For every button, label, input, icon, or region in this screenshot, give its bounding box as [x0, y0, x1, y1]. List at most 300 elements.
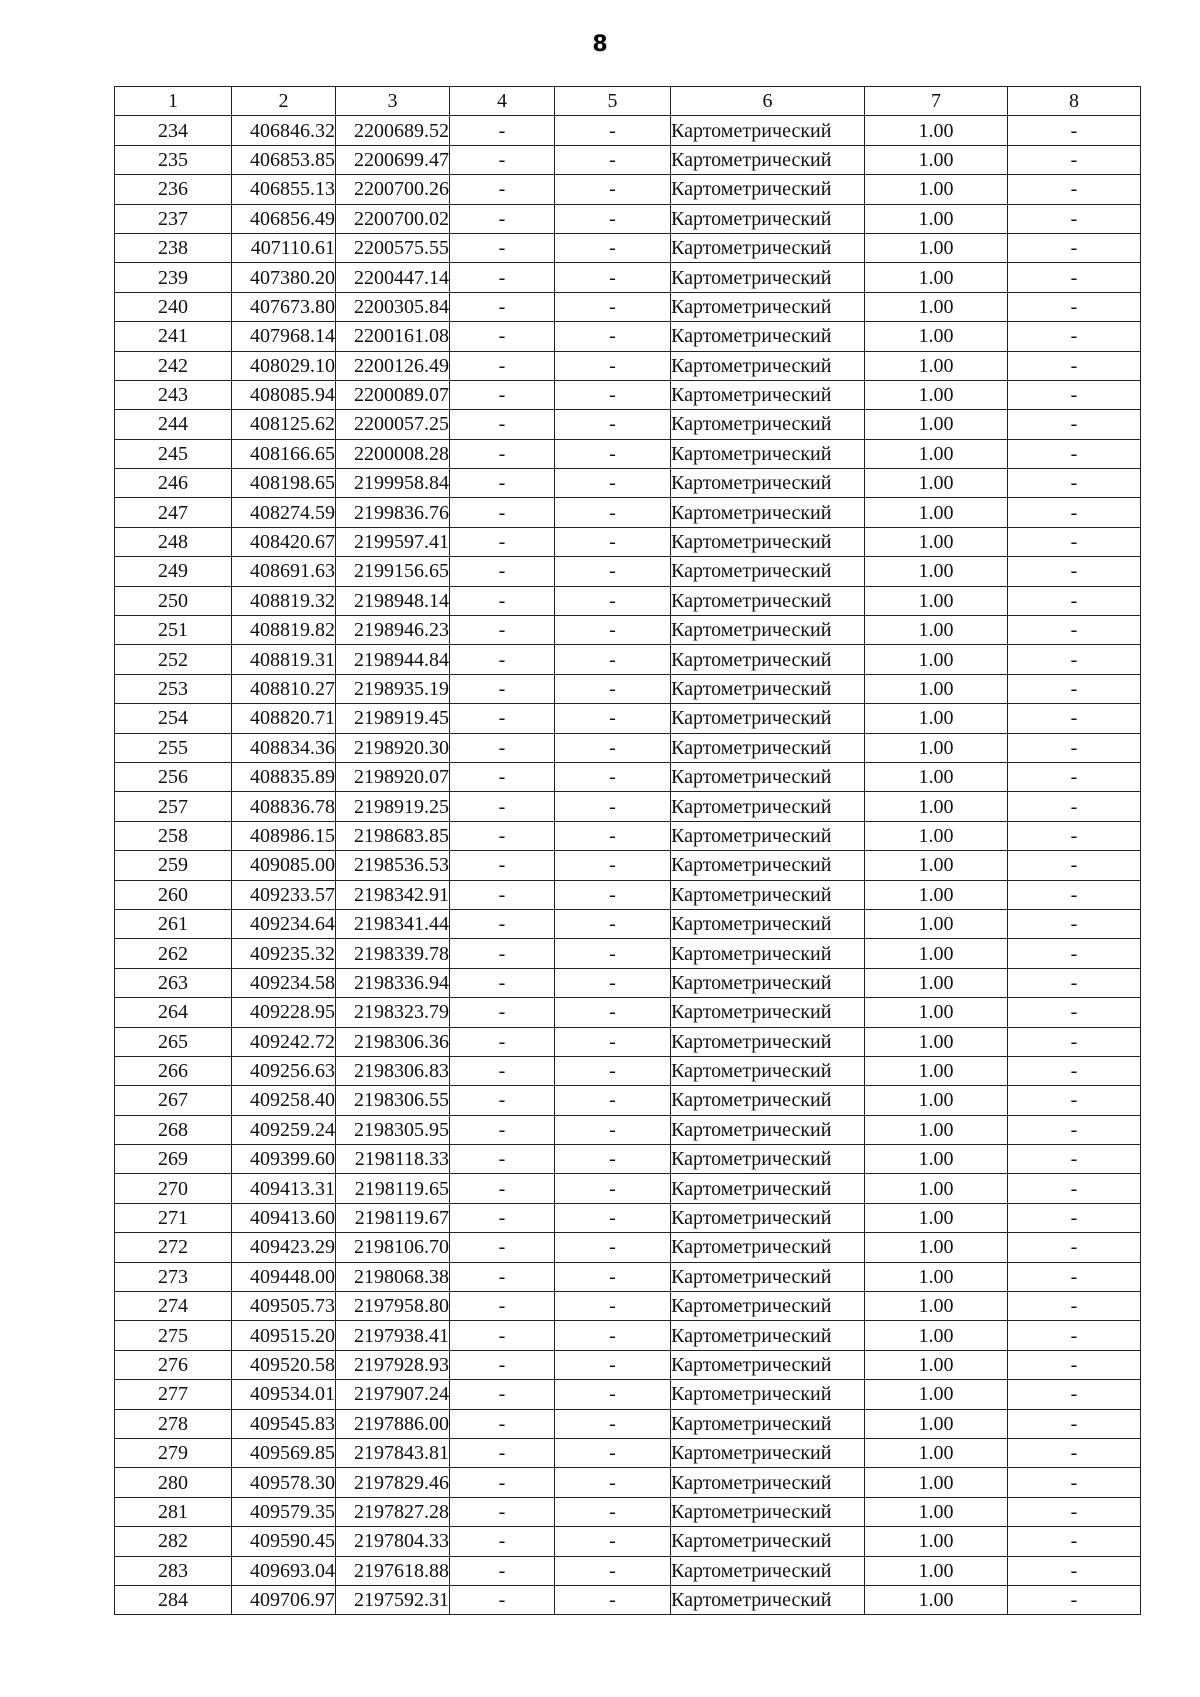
x-coordinate-cell: 409413.31	[232, 1174, 336, 1203]
method-cell: Картометрический	[671, 1115, 865, 1144]
table-row	[115, 704, 1141, 733]
accuracy-cell: 1.00	[865, 968, 1008, 997]
y-coordinate-cell: 2198323.79	[336, 998, 450, 1027]
table-row	[115, 733, 1141, 762]
method-cell: Картометрический	[671, 292, 865, 321]
x-coordinate-cell: 409520.58	[232, 1350, 336, 1379]
column-8-cell: -	[1008, 880, 1141, 909]
table-row	[115, 204, 1141, 233]
accuracy-cell: 1.00	[865, 792, 1008, 821]
column-4-cell: -	[450, 1468, 555, 1497]
x-coordinate-cell: 408986.15	[232, 821, 336, 850]
table-row	[115, 1409, 1141, 1438]
column-header: 4	[450, 87, 555, 116]
method-cell: Картометрический	[671, 968, 865, 997]
y-coordinate-cell: 2200089.07	[336, 380, 450, 409]
point-number-cell: 271	[115, 1203, 232, 1232]
method-cell: Картометрический	[671, 1056, 865, 1085]
x-coordinate-cell: 408836.78	[232, 792, 336, 821]
column-4-cell: -	[450, 1292, 555, 1321]
y-coordinate-cell: 2197827.28	[336, 1497, 450, 1526]
column-5-cell: -	[555, 733, 671, 762]
column-8-cell: -	[1008, 1056, 1141, 1085]
y-coordinate-cell: 2198306.55	[336, 1086, 450, 1115]
method-cell: Картометрический	[671, 616, 865, 645]
column-4-cell: -	[450, 1585, 555, 1614]
accuracy-cell: 1.00	[865, 498, 1008, 527]
column-5-cell: -	[555, 527, 671, 556]
y-coordinate-cell: 2198935.19	[336, 674, 450, 703]
table-row	[115, 998, 1141, 1027]
point-number-cell: 264	[115, 998, 232, 1027]
accuracy-cell: 1.00	[865, 909, 1008, 938]
method-cell: Картометрический	[671, 704, 865, 733]
column-5-cell: -	[555, 880, 671, 909]
y-coordinate-cell: 2200700.26	[336, 175, 450, 204]
column-5-cell: -	[555, 1585, 671, 1614]
column-8-cell: -	[1008, 851, 1141, 880]
column-5-cell: -	[555, 1468, 671, 1497]
x-coordinate-cell: 409423.29	[232, 1233, 336, 1262]
point-number-cell: 254	[115, 704, 232, 733]
table-row	[115, 498, 1141, 527]
y-coordinate-cell: 2198119.65	[336, 1174, 450, 1203]
accuracy-cell: 1.00	[865, 204, 1008, 233]
x-coordinate-cell: 408834.36	[232, 733, 336, 762]
column-5-cell: -	[555, 1086, 671, 1115]
accuracy-cell: 1.00	[865, 469, 1008, 498]
column-5-cell: -	[555, 175, 671, 204]
point-number-cell: 234	[115, 116, 232, 145]
accuracy-cell: 1.00	[865, 380, 1008, 409]
y-coordinate-cell: 2198944.84	[336, 645, 450, 674]
x-coordinate-cell: 409234.58	[232, 968, 336, 997]
point-number-cell: 270	[115, 1174, 232, 1203]
table-row	[115, 1585, 1141, 1614]
table-row	[115, 557, 1141, 586]
column-4-cell: -	[450, 1380, 555, 1409]
table-row	[115, 1145, 1141, 1174]
column-5-cell: -	[555, 762, 671, 791]
y-coordinate-cell: 2197829.46	[336, 1468, 450, 1497]
column-8-cell: -	[1008, 586, 1141, 615]
table-row	[115, 880, 1141, 909]
method-cell: Картометрический	[671, 145, 865, 174]
column-8-cell: -	[1008, 1350, 1141, 1379]
table-row	[115, 439, 1141, 468]
column-8-cell: -	[1008, 1292, 1141, 1321]
column-header: 5	[555, 87, 671, 116]
accuracy-cell: 1.00	[865, 1056, 1008, 1085]
x-coordinate-cell: 409235.32	[232, 939, 336, 968]
table-row	[115, 1056, 1141, 1085]
method-cell: Картометрический	[671, 674, 865, 703]
table-row	[115, 233, 1141, 262]
method-cell: Картометрический	[671, 792, 865, 821]
table-row	[115, 1497, 1141, 1526]
table-row	[115, 1027, 1141, 1056]
accuracy-cell: 1.00	[865, 645, 1008, 674]
column-4-cell: -	[450, 410, 555, 439]
method-cell: Картометрический	[671, 939, 865, 968]
x-coordinate-cell: 408085.94	[232, 380, 336, 409]
method-cell: Картометрический	[671, 233, 865, 262]
y-coordinate-cell: 2200161.08	[336, 322, 450, 351]
table-row	[115, 616, 1141, 645]
method-cell: Картометрический	[671, 380, 865, 409]
method-cell: Картометрический	[671, 733, 865, 762]
column-8-cell: -	[1008, 1203, 1141, 1232]
column-5-cell: -	[555, 292, 671, 321]
column-4-cell: -	[450, 1527, 555, 1556]
point-number-cell: 269	[115, 1145, 232, 1174]
column-4-cell: -	[450, 1203, 555, 1232]
column-8-cell: -	[1008, 1409, 1141, 1438]
accuracy-cell: 1.00	[865, 821, 1008, 850]
table-row	[115, 1438, 1141, 1467]
column-4-cell: -	[450, 821, 555, 850]
column-4-cell: -	[450, 762, 555, 791]
accuracy-cell: 1.00	[865, 410, 1008, 439]
y-coordinate-cell: 2198920.30	[336, 733, 450, 762]
table-row	[115, 469, 1141, 498]
column-4-cell: -	[450, 645, 555, 674]
y-coordinate-cell: 2198341.44	[336, 909, 450, 938]
point-number-cell: 279	[115, 1438, 232, 1467]
column-4-cell: -	[450, 792, 555, 821]
y-coordinate-cell: 2198946.23	[336, 616, 450, 645]
column-8-cell: -	[1008, 204, 1141, 233]
column-4-cell: -	[450, 704, 555, 733]
method-cell: Картометрический	[671, 322, 865, 351]
table-row	[115, 792, 1141, 821]
accuracy-cell: 1.00	[865, 439, 1008, 468]
x-coordinate-cell: 409234.64	[232, 909, 336, 938]
column-5-cell: -	[555, 1203, 671, 1232]
column-8-cell: -	[1008, 410, 1141, 439]
column-4-cell: -	[450, 1409, 555, 1438]
table-row	[115, 1527, 1141, 1556]
x-coordinate-cell: 408274.59	[232, 498, 336, 527]
column-4-cell: -	[450, 498, 555, 527]
point-number-cell: 283	[115, 1556, 232, 1585]
column-5-cell: -	[555, 851, 671, 880]
x-coordinate-cell: 406856.49	[232, 204, 336, 233]
column-4-cell: -	[450, 439, 555, 468]
point-number-cell: 245	[115, 439, 232, 468]
header-row	[115, 87, 1141, 116]
y-coordinate-cell: 2200447.14	[336, 263, 450, 292]
column-4-cell: -	[450, 616, 555, 645]
column-8-cell: -	[1008, 351, 1141, 380]
point-number-cell: 274	[115, 1292, 232, 1321]
column-8-cell: -	[1008, 1115, 1141, 1144]
accuracy-cell: 1.00	[865, 1409, 1008, 1438]
y-coordinate-cell: 2200689.52	[336, 116, 450, 145]
method-cell: Картометрический	[671, 1585, 865, 1614]
column-4-cell: -	[450, 380, 555, 409]
column-5-cell: -	[555, 322, 671, 351]
table-row	[115, 145, 1141, 174]
accuracy-cell: 1.00	[865, 1585, 1008, 1614]
y-coordinate-cell: 2200699.47	[336, 145, 450, 174]
point-number-cell: 277	[115, 1380, 232, 1409]
y-coordinate-cell: 2198342.91	[336, 880, 450, 909]
point-number-cell: 256	[115, 762, 232, 791]
column-5-cell: -	[555, 909, 671, 938]
column-5-cell: -	[555, 1527, 671, 1556]
table-row	[115, 1380, 1141, 1409]
column-header: 3	[336, 87, 450, 116]
accuracy-cell: 1.00	[865, 1497, 1008, 1526]
column-5-cell: -	[555, 1380, 671, 1409]
column-5-cell: -	[555, 410, 671, 439]
accuracy-cell: 1.00	[865, 1174, 1008, 1203]
column-4-cell: -	[450, 998, 555, 1027]
x-coordinate-cell: 407110.61	[232, 233, 336, 262]
x-coordinate-cell: 409578.30	[232, 1468, 336, 1497]
page-number: 8	[592, 32, 608, 57]
column-4-cell: -	[450, 145, 555, 174]
point-number-cell: 263	[115, 968, 232, 997]
column-4-cell: -	[450, 968, 555, 997]
column-4-cell: -	[450, 1438, 555, 1467]
column-5-cell: -	[555, 616, 671, 645]
column-4-cell: -	[450, 204, 555, 233]
y-coordinate-cell: 2198339.78	[336, 939, 450, 968]
column-5-cell: -	[555, 645, 671, 674]
accuracy-cell: 1.00	[865, 1292, 1008, 1321]
method-cell: Картометрический	[671, 175, 865, 204]
y-coordinate-cell: 2198536.53	[336, 851, 450, 880]
method-cell: Картометрический	[671, 586, 865, 615]
accuracy-cell: 1.00	[865, 939, 1008, 968]
accuracy-cell: 1.00	[865, 1321, 1008, 1350]
point-number-cell: 257	[115, 792, 232, 821]
column-8-cell: -	[1008, 557, 1141, 586]
column-8-cell: -	[1008, 439, 1141, 468]
point-number-cell: 259	[115, 851, 232, 880]
point-number-cell: 241	[115, 322, 232, 351]
x-coordinate-cell: 408691.63	[232, 557, 336, 586]
x-coordinate-cell: 409706.97	[232, 1585, 336, 1614]
y-coordinate-cell: 2199836.76	[336, 498, 450, 527]
y-coordinate-cell: 2198683.85	[336, 821, 450, 850]
column-4-cell: -	[450, 263, 555, 292]
column-4-cell: -	[450, 1027, 555, 1056]
x-coordinate-cell: 409259.24	[232, 1115, 336, 1144]
point-number-cell: 268	[115, 1115, 232, 1144]
point-number-cell: 260	[115, 880, 232, 909]
column-5-cell: -	[555, 1233, 671, 1262]
table-row	[115, 762, 1141, 791]
method-cell: Картометрический	[671, 1556, 865, 1585]
column-4-cell: -	[450, 233, 555, 262]
column-4-cell: -	[450, 1350, 555, 1379]
point-number-cell: 280	[115, 1468, 232, 1497]
x-coordinate-cell: 408420.67	[232, 527, 336, 556]
point-number-cell: 284	[115, 1585, 232, 1614]
table-row	[115, 1086, 1141, 1115]
method-cell: Картометрический	[671, 821, 865, 850]
x-coordinate-cell: 409693.04	[232, 1556, 336, 1585]
point-number-cell: 261	[115, 909, 232, 938]
method-cell: Картометрический	[671, 1438, 865, 1467]
column-header: 8	[1008, 87, 1141, 116]
column-8-cell: -	[1008, 527, 1141, 556]
x-coordinate-cell: 408819.82	[232, 616, 336, 645]
x-coordinate-cell: 406853.85	[232, 145, 336, 174]
method-cell: Картометрический	[671, 1497, 865, 1526]
method-cell: Картометрический	[671, 1203, 865, 1232]
table-row	[115, 1262, 1141, 1291]
coordinates-table	[114, 86, 1141, 1615]
y-coordinate-cell: 2197886.00	[336, 1409, 450, 1438]
column-4-cell: -	[450, 175, 555, 204]
y-coordinate-cell: 2197804.33	[336, 1527, 450, 1556]
column-4-cell: -	[450, 1115, 555, 1144]
column-5-cell: -	[555, 145, 671, 174]
y-coordinate-cell: 2198948.14	[336, 586, 450, 615]
y-coordinate-cell: 2198119.67	[336, 1203, 450, 1232]
point-number-cell: 276	[115, 1350, 232, 1379]
point-number-cell: 251	[115, 616, 232, 645]
column-8-cell: -	[1008, 939, 1141, 968]
point-number-cell: 281	[115, 1497, 232, 1526]
column-4-cell: -	[450, 116, 555, 145]
y-coordinate-cell: 2198118.33	[336, 1145, 450, 1174]
accuracy-cell: 1.00	[865, 351, 1008, 380]
y-coordinate-cell: 2200126.49	[336, 351, 450, 380]
y-coordinate-cell: 2198306.36	[336, 1027, 450, 1056]
point-number-cell: 265	[115, 1027, 232, 1056]
accuracy-cell: 1.00	[865, 1145, 1008, 1174]
x-coordinate-cell: 409579.35	[232, 1497, 336, 1526]
accuracy-cell: 1.00	[865, 1556, 1008, 1585]
method-cell: Картометрический	[671, 204, 865, 233]
column-8-cell: -	[1008, 1027, 1141, 1056]
point-number-cell: 266	[115, 1056, 232, 1085]
x-coordinate-cell: 409413.60	[232, 1203, 336, 1232]
y-coordinate-cell: 2197958.80	[336, 1292, 450, 1321]
point-number-cell: 240	[115, 292, 232, 321]
x-coordinate-cell: 408029.10	[232, 351, 336, 380]
table-row	[115, 968, 1141, 997]
column-5-cell: -	[555, 704, 671, 733]
column-4-cell: -	[450, 1086, 555, 1115]
point-number-cell: 262	[115, 939, 232, 968]
column-8-cell: -	[1008, 233, 1141, 262]
table-row	[115, 1350, 1141, 1379]
x-coordinate-cell: 408835.89	[232, 762, 336, 791]
column-5-cell: -	[555, 351, 671, 380]
column-4-cell: -	[450, 469, 555, 498]
column-5-cell: -	[555, 1350, 671, 1379]
y-coordinate-cell: 2200057.25	[336, 410, 450, 439]
point-number-cell: 275	[115, 1321, 232, 1350]
point-number-cell: 242	[115, 351, 232, 380]
point-number-cell: 236	[115, 175, 232, 204]
column-8-cell: -	[1008, 968, 1141, 997]
point-number-cell: 252	[115, 645, 232, 674]
accuracy-cell: 1.00	[865, 586, 1008, 615]
table-row	[115, 527, 1141, 556]
x-coordinate-cell: 407673.80	[232, 292, 336, 321]
method-cell: Картометрический	[671, 527, 865, 556]
table-row	[115, 116, 1141, 145]
method-cell: Картометрический	[671, 762, 865, 791]
method-cell: Картометрический	[671, 880, 865, 909]
table-row	[115, 263, 1141, 292]
y-coordinate-cell: 2198305.95	[336, 1115, 450, 1144]
column-8-cell: -	[1008, 1233, 1141, 1262]
table-row	[115, 292, 1141, 321]
column-5-cell: -	[555, 439, 671, 468]
column-5-cell: -	[555, 586, 671, 615]
point-number-cell: 246	[115, 469, 232, 498]
x-coordinate-cell: 408166.65	[232, 439, 336, 468]
y-coordinate-cell: 2197592.31	[336, 1585, 450, 1614]
method-cell: Картометрический	[671, 439, 865, 468]
accuracy-cell: 1.00	[865, 1233, 1008, 1262]
column-4-cell: -	[450, 351, 555, 380]
table-row	[115, 674, 1141, 703]
method-cell: Картометрический	[671, 851, 865, 880]
method-cell: Картометрический	[671, 469, 865, 498]
table-row	[115, 322, 1141, 351]
method-cell: Картометрический	[671, 1174, 865, 1203]
column-8-cell: -	[1008, 469, 1141, 498]
table-row	[115, 821, 1141, 850]
x-coordinate-cell: 409515.20	[232, 1321, 336, 1350]
column-4-cell: -	[450, 674, 555, 703]
column-4-cell: -	[450, 909, 555, 938]
y-coordinate-cell: 2198106.70	[336, 1233, 450, 1262]
column-8-cell: -	[1008, 263, 1141, 292]
column-8-cell: -	[1008, 498, 1141, 527]
column-8-cell: -	[1008, 762, 1141, 791]
column-8-cell: -	[1008, 704, 1141, 733]
column-4-cell: -	[450, 557, 555, 586]
x-coordinate-cell: 409448.00	[232, 1262, 336, 1291]
y-coordinate-cell: 2197938.41	[336, 1321, 450, 1350]
column-5-cell: -	[555, 1556, 671, 1585]
table-row	[115, 1174, 1141, 1203]
x-coordinate-cell: 408819.31	[232, 645, 336, 674]
table-row	[115, 1203, 1141, 1232]
table-row	[115, 380, 1141, 409]
table-row	[115, 410, 1141, 439]
y-coordinate-cell: 2198919.45	[336, 704, 450, 733]
column-5-cell: -	[555, 469, 671, 498]
point-number-cell: 237	[115, 204, 232, 233]
y-coordinate-cell: 2197618.88	[336, 1556, 450, 1585]
column-5-cell: -	[555, 498, 671, 527]
accuracy-cell: 1.00	[865, 1468, 1008, 1497]
x-coordinate-cell: 409085.00	[232, 851, 336, 880]
x-coordinate-cell: 406846.32	[232, 116, 336, 145]
x-coordinate-cell: 409256.63	[232, 1056, 336, 1085]
column-8-cell: -	[1008, 380, 1141, 409]
point-number-cell: 282	[115, 1527, 232, 1556]
y-coordinate-cell: 2197843.81	[336, 1438, 450, 1467]
column-4-cell: -	[450, 851, 555, 880]
column-8-cell: -	[1008, 909, 1141, 938]
accuracy-cell: 1.00	[865, 292, 1008, 321]
column-5-cell: -	[555, 1497, 671, 1526]
column-5-cell: -	[555, 233, 671, 262]
point-number-cell: 258	[115, 821, 232, 850]
